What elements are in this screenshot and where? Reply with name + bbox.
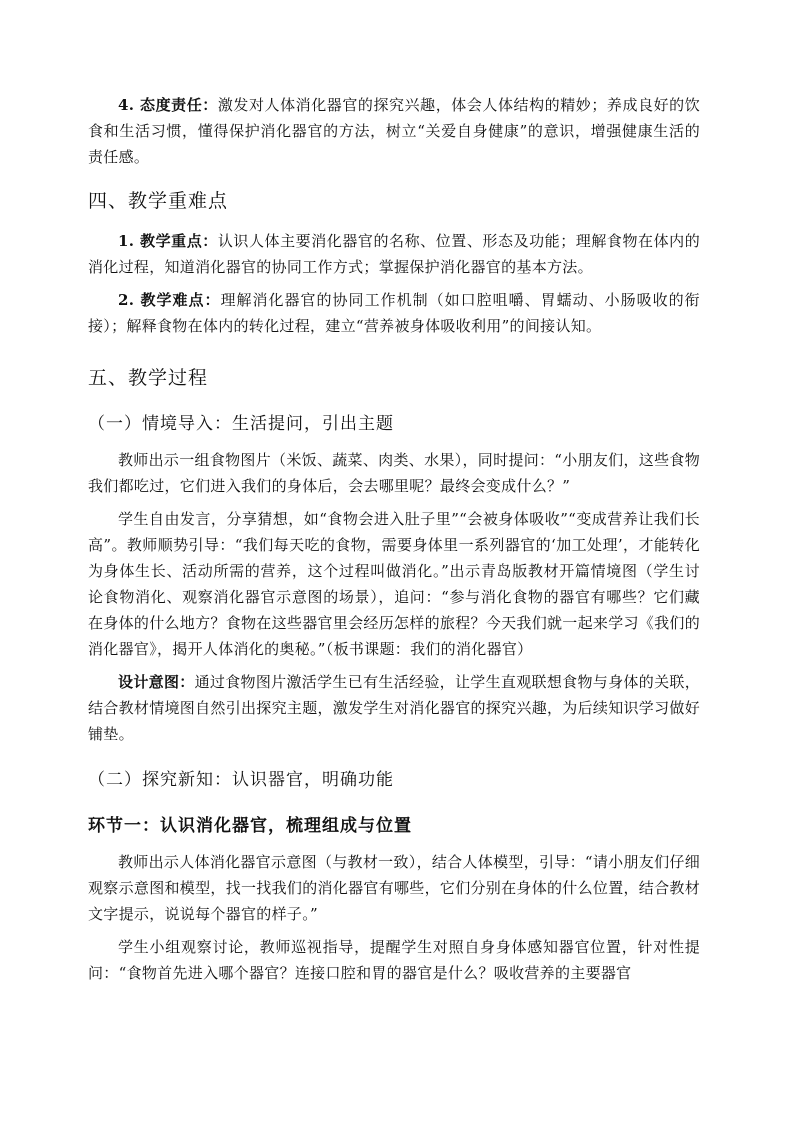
paragraph-lead: 设计意图： [118, 673, 195, 691]
paragraph-lead: 2. 教学难点： [118, 291, 221, 309]
document-body [88, 92, 700, 993]
section-heading-teaching-process: 五、教学过程 [88, 367, 209, 389]
step1-paragraph-1: 教师出示人体消化器官示意图（与教材一致），结合人体模型，引导：“请小朋友们仔细观察示意图和模型，找一找我们的消化器官有哪些，它们分别在身体的什么位置，结合教材文字提示，说说每个器官的样子。” [88, 853, 701, 923]
paragraph-text: 通过食物图片激活学生已有生活经验，让学生直观联想食物与身体的关联，结合教材情境图自然引出探究主题，激发学生对消化器官的探究兴趣，为后续知识学习做好铺垫。 [88, 673, 701, 743]
paragraph-lead: 4. 态度责任： [118, 96, 218, 114]
step1-paragraph-2: 学生小组观察讨论，教师巡视指导，提醒学生对照自身身体感知器官位置，针对性提问：“食物首先进入哪个器官？连接口腔和胃的器官是什么？吸收营养的主要器官 [88, 938, 700, 982]
subsection-heading-introduction: （一）情境导入：生活提问，引出主题 [88, 414, 394, 434]
paragraph-text: 激发对人体消化器官的探究兴趣，体会人体结构的精妙；养成良好的饮食和生活习惯，懂得保护消化器官的方法，树立“关爱自身健康”的意识，增强健康生活的责任感。 [88, 96, 700, 166]
attitude-responsibility-paragraph [88, 92, 700, 170]
paragraph-lead: 1. 教学重点： [118, 232, 218, 250]
section-heading-key-points: 四、教学重难点 [88, 190, 229, 212]
step-heading-1: 环节一：认识消化器官，梳理组成与位置 [88, 816, 412, 836]
subsection-heading-explore: （二）探究新知：认识器官，明确功能 [88, 770, 394, 790]
key-points-paragraph [88, 228, 700, 280]
introduction-paragraph-1: 教师出示一组食物图片（米饭、蔬菜、肉类、水果），同时提问：“小朋友们，这些食物我们都吃过，它们进入我们的身体后，会去哪里呢？最终会变成什么？” [88, 451, 700, 495]
difficult-points-paragraph [88, 287, 700, 339]
introduction-paragraph-2: 学生自由发言，分享猜想，如“食物会进入肚子里”“会被身体吸收”“变成营养让我们长高”。教师顺势引导：“我们每天吃的食物，需要身体里一系列器官的‘加工处理’，才能转化为身体生长、活动所需的营养，这个过程叫做消化。”出示青岛版教材开篇情境图（学生讨论食物消化、观察消化器官示意图的场景），追问：“参与消化食物的器官有哪些？它们藏在身体的什么地方？食物在这些器官里会经历怎样的旅程？今天我们就一起来学习《我们的消化器官》，揭开人体消化的奥秘。”（板书课题：我们的消化器官） [88, 510, 701, 658]
design-intent-paragraph [88, 669, 700, 747]
paragraph-text: 理解消化器官的协同工作机制（如口腔咀嚼、胃蠕动、小肠吸收的衔接）；解释食物在体内的转化过程，建立“营养被身体吸收利用”的间接认知。 [88, 291, 700, 335]
paragraph-text: 认识人体主要消化器官的名称、位置、形态及功能；理解食物在体内的消化过程，知道消化器官的协同工作方式；掌握保护消化器官的基本方法。 [88, 232, 700, 276]
